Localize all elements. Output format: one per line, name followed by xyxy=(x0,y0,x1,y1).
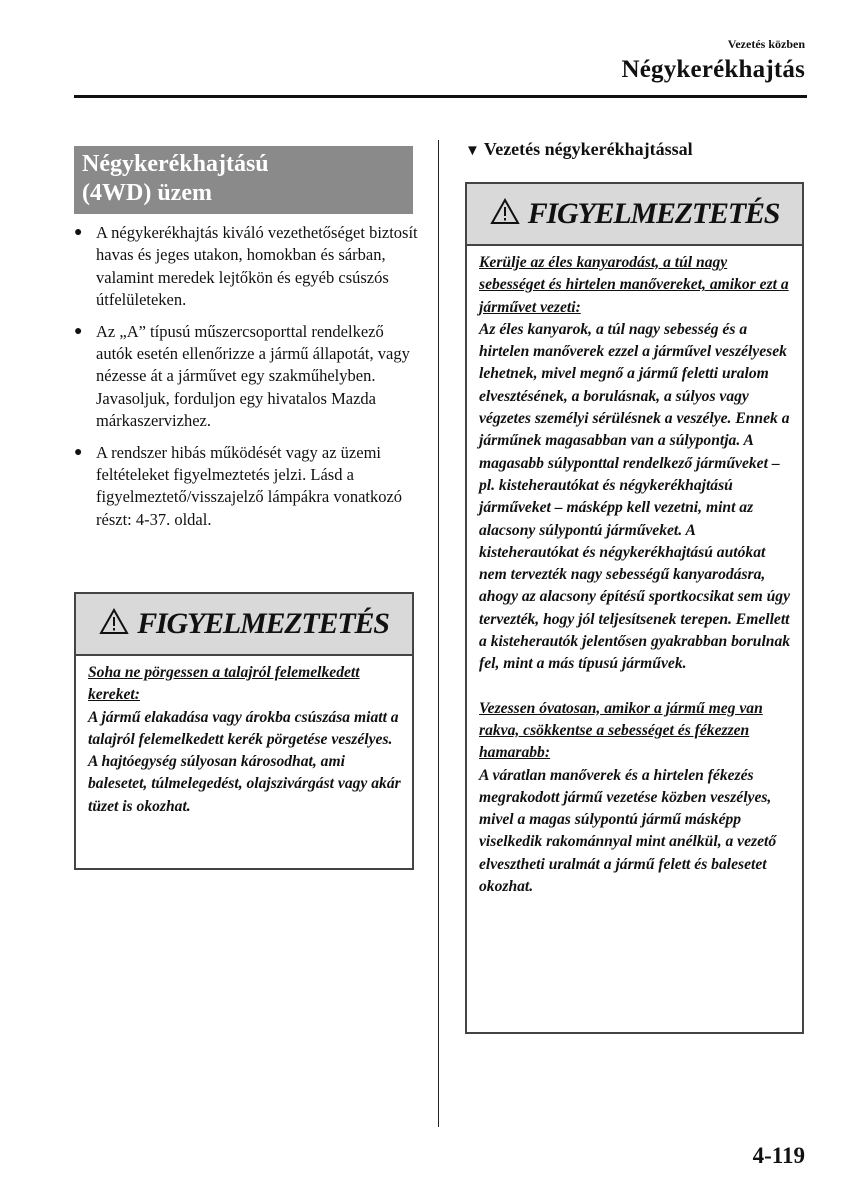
column-divider xyxy=(438,140,439,1127)
section-title xyxy=(74,146,413,214)
warning-heading: Kerülje az éles kanyarodást, a túl nagy sebességet és hirtelen manővereket, amikor ezt a járművet vezeti: xyxy=(479,254,789,316)
header-rule xyxy=(74,95,807,98)
bullet-icon: ● xyxy=(74,225,83,240)
warning-text: Az éles kanyarok, a túl nagy sebesség és a hirtelen manőverek ezzel a járművel veszélyesek lehetnek, mivel megnő a jármű feletti uralom elvesztésének, a borulásnak, a súlyos vagy végzetes személyi sérülésnek a veszélye. Ennek a járműnek magasabban van a súlypontja. A magasabb súlyponttal rendelkező járműveket – pl. kisteherautókat és négykerékhajtású járműveket – másképp kell vezetni, mint az alacsony súlypontú járműveket. A kisteherautókat és négykerékhajtású autókat nem tervezték nagy sebességű kanyarodásra, ahogy az alacsony építésű sportkocsikat sem úgy tervezték, hogy jól teljesítsenek terepen. Emellett a kisteherautók jelentősen gyakrabban borulnak fel, mint a más típusú járművek. xyxy=(479,320,791,673)
list-item xyxy=(74,222,419,312)
subsection-heading xyxy=(465,139,693,160)
bullet-text: Az „A” típusú műszercsoporttal rendelkező autók esetén ellenőrizze a jármű állapotát, vagy nézesse át a járművet egy szakműhelyben. Javasoljuk, forduljon egy hivatalos Mazda márkaszervizhez. xyxy=(96,321,410,431)
warning-triangle-icon xyxy=(490,198,520,230)
bullet-text: A rendszer hibás működését vagy az üzemi feltételeket figyelmeztetés jelzi. Lásd a figyelmeztető/visszajelző lámpákra vonatkozó részt: 4-37. oldal. xyxy=(96,442,403,529)
triangle-down-icon: ▼ xyxy=(465,143,480,159)
warning-box xyxy=(465,182,804,1034)
warning-triangle-icon xyxy=(99,608,129,640)
warning-heading: Vezessen óvatosan, amikor a jármű meg van rakva, csökkentse a sebességet és fékezzen hamarabb: xyxy=(479,699,763,762)
warning-box xyxy=(74,592,414,870)
list-item xyxy=(74,442,419,532)
warning-text: A jármű elakadása vagy árokba csúszása miatt a talajról felemelkedett kerék pörgetése veszélyes. A hajtóegység súlyosan károsodhat, ami balesetet, túlmelegedést, olajszivárgást vagy akár tüzet is okozhat. xyxy=(88,708,401,815)
section-title-line1: Négykerékhajtású xyxy=(82,151,269,177)
warning-header xyxy=(467,184,802,246)
bullet-text: A négykerékhajtás kiváló vezethetőséget biztosít havas és jeges utakon, homokban és sárban, valamint meredek lejtőkön és egyéb csúszós útfelületeken. xyxy=(96,223,418,310)
section-title-line2: (4WD) üzem xyxy=(82,180,212,206)
chapter-label: Vezetés közben xyxy=(727,37,805,51)
warning-body xyxy=(76,656,412,824)
warning-heading: Soha ne pörgessen a talajról felemelkedett kereket: xyxy=(88,664,360,704)
page-number: 4-119 xyxy=(752,1143,805,1168)
list-item xyxy=(74,321,419,433)
page-title: Négykerékhajtás xyxy=(621,56,805,83)
subsection-heading-text: Vezetés négykerékhajtással xyxy=(483,139,693,159)
paragraph-spacer xyxy=(479,676,792,698)
bullet-icon: ● xyxy=(74,444,83,460)
warning-title: FIGYELMEZTETÉS xyxy=(527,197,780,230)
warning-header xyxy=(76,594,412,656)
warning-title: FIGYELMEZTETÉS xyxy=(137,607,389,640)
bullet-list xyxy=(74,222,419,540)
warning-text: A váratlan manőverek és a hirtelen fékezés megrakodott jármű vezetése közben veszélyes, mivel a magas súlypontú jármű másképp viselkedik rakománnyal mint anélkül, a vezető elvesztheti uralmát a jármű felett és balesetet okozhat. xyxy=(479,766,777,896)
bullet-icon: ● xyxy=(74,323,83,339)
warning-body xyxy=(467,246,802,904)
